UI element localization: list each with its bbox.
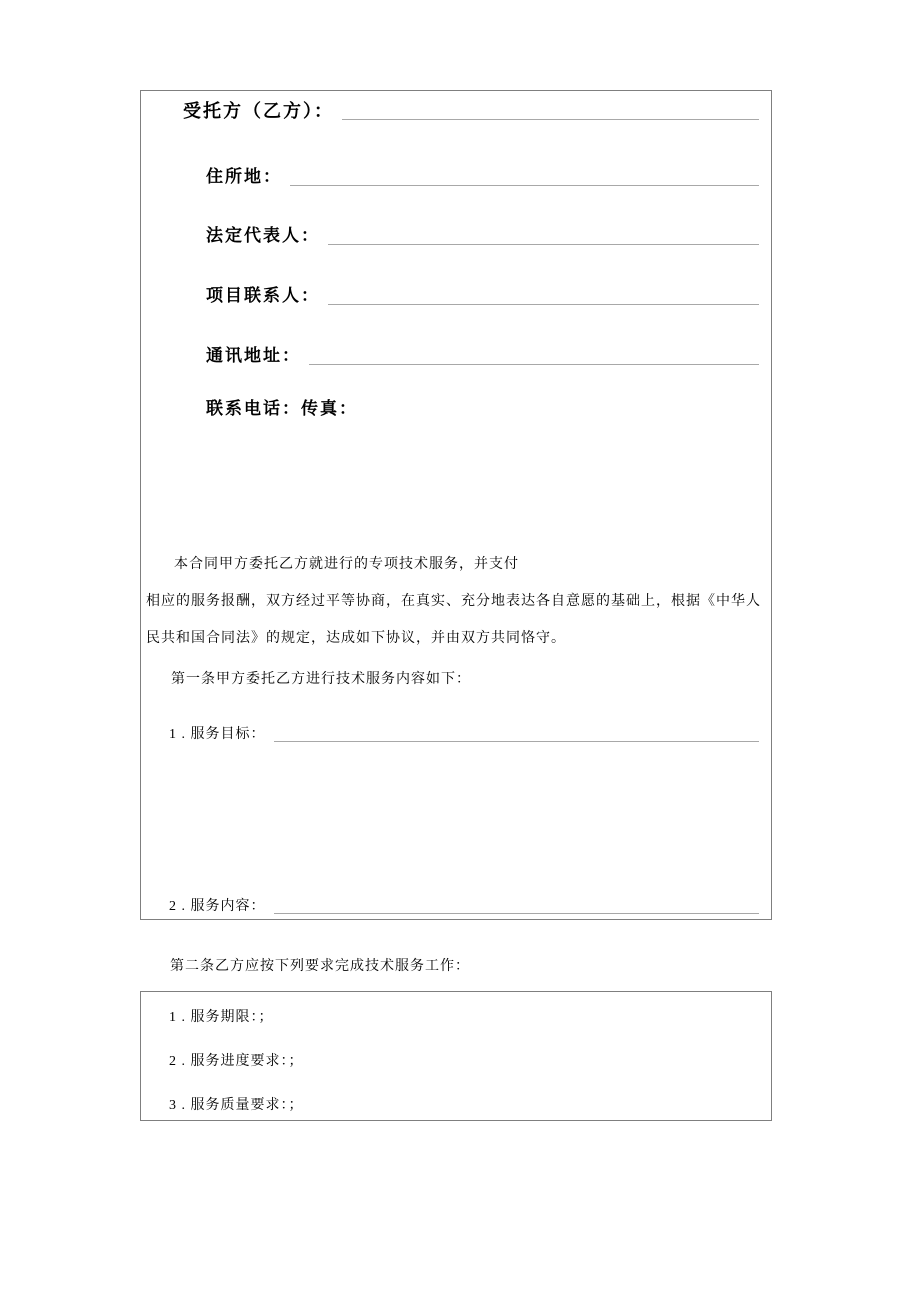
field-mailing-address — [206, 343, 761, 369]
item-service-content — [169, 896, 761, 918]
requirement-service-quality: 3 . 服务质量要求：； — [169, 1098, 304, 1113]
blank-fill-line-mailing-address[interactable] — [309, 364, 759, 365]
field-phone-fax — [206, 396, 761, 422]
service-requirements-textbox — [140, 991, 772, 1121]
blank-fill-line-consignee[interactable] — [342, 119, 759, 120]
field-label-consignee: 受托方（乙方）： — [183, 101, 334, 121]
item-label-service-goal: 1 . 服务目标： — [169, 727, 266, 742]
blank-fill-line-service-content[interactable] — [274, 913, 760, 914]
blank-fill-line-service-goal[interactable] — [274, 741, 760, 742]
item-label-service-content: 2 . 服务内容： — [169, 899, 266, 914]
requirement-service-progress: 2 . 服务进度要求：； — [169, 1054, 304, 1069]
clause-2-heading: 第二条乙方应按下列要求完成技术服务工作： — [170, 959, 470, 974]
requirement-service-term: 1 . 服务期限：； — [169, 1010, 274, 1025]
field-label-phone-fax: 联系电话：传真： — [206, 399, 358, 418]
field-label-project-contact: 项目联系人： — [206, 286, 320, 305]
item-service-goal — [169, 724, 761, 746]
field-label-domicile: 住所地： — [206, 167, 282, 186]
intro-paragraph-continuation: 相应的服务报酬，双方经过平等协商，在真实、充分地表达各自意愿的基础上，根据《中华人民共和国合同法》的规定，达成如下协议，并由双方共同恪守。 — [146, 594, 761, 646]
field-legal-representative — [206, 223, 761, 249]
field-consignee — [183, 98, 761, 124]
field-label-legal-representative: 法定代表人： — [206, 226, 320, 245]
intro-paragraph-first-line: 本合同甲方委托乙方就进行的专项技术服务，并支付 — [174, 557, 519, 572]
clause-1-heading: 第一条甲方委托乙方进行技术服务内容如下： — [171, 672, 471, 687]
blank-fill-line-domicile[interactable] — [290, 185, 759, 186]
blank-fill-line-legal-representative[interactable] — [328, 244, 759, 245]
field-project-contact — [206, 283, 761, 309]
field-label-mailing-address: 通讯地址： — [206, 346, 301, 365]
field-domicile — [206, 164, 761, 190]
party-info-textbox — [140, 90, 772, 920]
blank-fill-line-project-contact[interactable] — [328, 304, 759, 305]
